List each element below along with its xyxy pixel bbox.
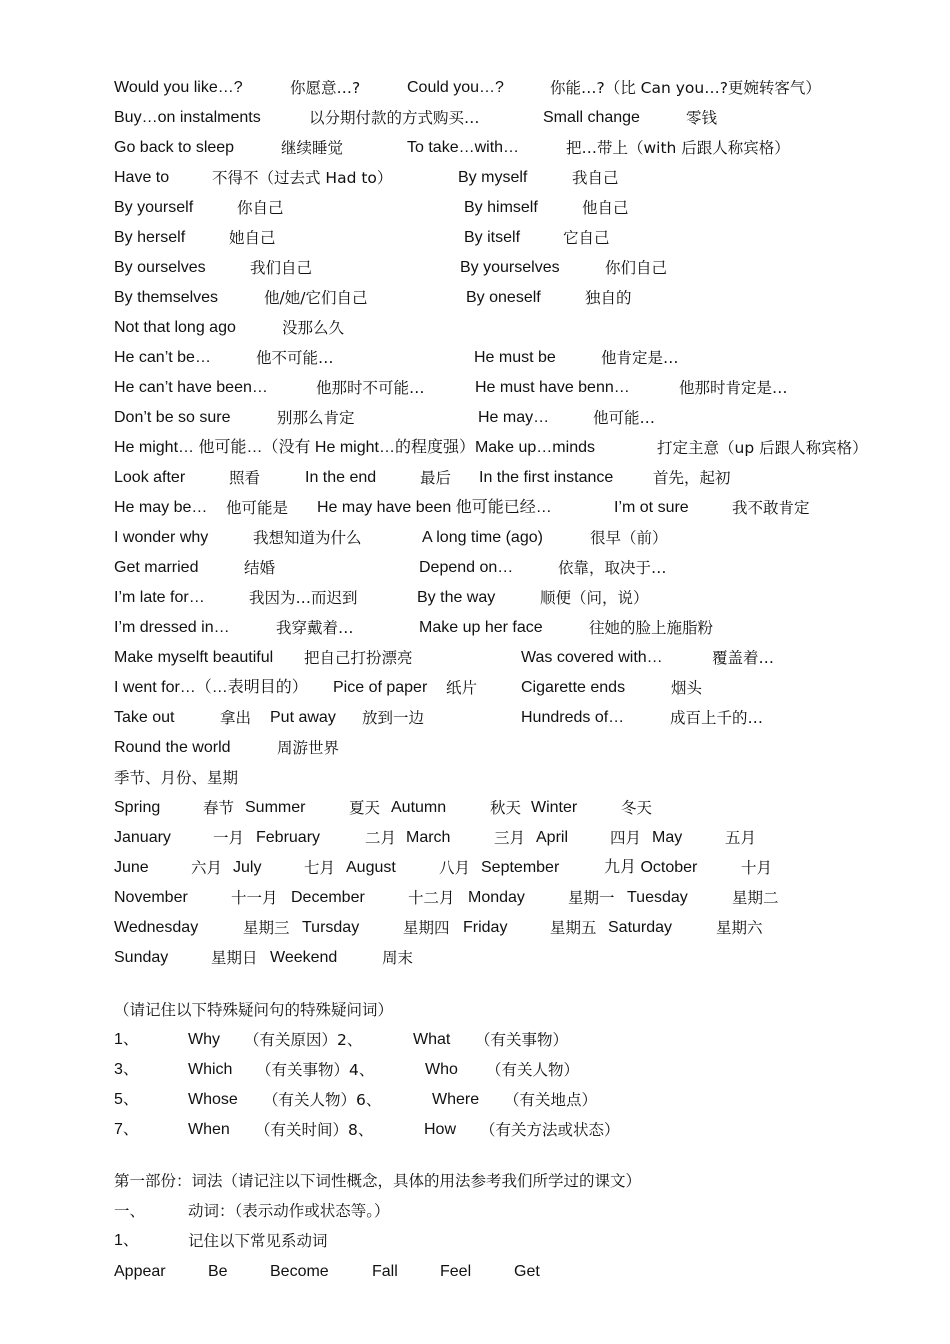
text-line: [0, 703, 950, 733]
chinese-text: 秋天: [490, 799, 522, 817]
english-text: I’m dressed in…: [114, 619, 230, 636]
english-text: Get married: [114, 559, 199, 576]
chinese-text: 他那时不可能…: [316, 379, 425, 397]
chinese-text: 我穿戴着…: [276, 619, 354, 637]
english-text: Depend on…: [419, 559, 514, 576]
chinese-text: 星期二: [732, 889, 779, 907]
chinese-text: 打定主意（up 后跟人称宾格）: [657, 439, 868, 457]
english-text: He may have been 他可能已经…: [317, 499, 552, 516]
chinese-text: （有关事物）: [475, 1031, 569, 1049]
english-text: In the end: [305, 469, 377, 486]
english-text: Where: [432, 1091, 480, 1108]
chinese-text: （有关地点）: [504, 1091, 598, 1109]
text-line: [0, 763, 950, 793]
chinese-text: （有关人物）6、: [263, 1091, 382, 1109]
english-text: Go back to sleep: [114, 139, 235, 156]
english-text: December: [291, 889, 365, 906]
english-text: Why: [188, 1031, 220, 1048]
english-text: 1、: [114, 1232, 139, 1249]
chinese-text: 星期三: [243, 919, 290, 937]
chinese-text: 覆盖着…: [712, 649, 775, 667]
english-text: 1、: [114, 1031, 139, 1048]
text-line: [0, 913, 950, 943]
text-line: [0, 133, 950, 163]
text-line: [0, 1115, 950, 1145]
chinese-text: 一月: [213, 829, 245, 847]
english-text: Look after: [114, 469, 186, 486]
chinese-text: 别那么肯定: [277, 409, 355, 427]
english-text: Wednesday: [114, 919, 199, 936]
english-text: Which: [188, 1061, 233, 1078]
chinese-text: 没那么久: [282, 319, 345, 337]
chinese-text: （请记住以下特殊疑问句的特殊疑问词）: [114, 1001, 394, 1019]
text-line: [0, 823, 950, 853]
chinese-text: 依靠，取决于…: [558, 559, 667, 577]
chinese-text: （有关事物）4、: [256, 1061, 375, 1079]
chinese-text: 把…带上（with 后跟人称宾格）: [566, 139, 790, 157]
chinese-text: （有关时间）8、: [255, 1121, 374, 1139]
text-line: [0, 1085, 950, 1115]
english-text: By themselves: [114, 289, 219, 306]
english-text: Become: [270, 1263, 329, 1280]
english-text: Don’t be so sure: [114, 409, 231, 426]
text-line: [0, 313, 950, 343]
text-line: [0, 253, 950, 283]
english-text: Autumn: [391, 799, 447, 816]
english-text: 3、: [114, 1061, 139, 1078]
chinese-text: 一、: [114, 1202, 146, 1220]
text-line: [0, 1257, 950, 1287]
chinese-text: 动词：（表示动作或状态等。）: [188, 1202, 390, 1220]
chinese-text: 他/她/它们自己: [264, 289, 368, 307]
chinese-text: 周末: [382, 949, 414, 967]
chinese-text: 二月: [365, 829, 397, 847]
chinese-text: 他可能…: [593, 409, 656, 427]
english-text: August: [346, 859, 396, 876]
text-line: [0, 583, 950, 613]
english-text: I’m late for…: [114, 589, 205, 606]
chinese-text: 十二月: [408, 889, 455, 907]
text-line: [0, 403, 950, 433]
english-text: Fall: [372, 1263, 398, 1280]
text-line: [0, 493, 950, 523]
chinese-text: 首先，起初: [653, 469, 731, 487]
text-line: [0, 1166, 950, 1196]
english-text: Friday: [463, 919, 508, 936]
english-text: By yourselves: [460, 259, 560, 276]
chinese-text: 星期六: [716, 919, 763, 937]
chinese-text: 很早（前）: [590, 529, 668, 547]
text-line: [0, 73, 950, 103]
chinese-text: 冬天: [621, 799, 653, 817]
chinese-text: 星期一: [568, 889, 615, 907]
english-text: He must have benn…: [475, 379, 630, 396]
chinese-text: 夏天: [349, 799, 381, 817]
chinese-text: 往她的脸上施脂粉: [589, 619, 714, 637]
chinese-text: 他不可能…: [256, 349, 334, 367]
chinese-text: 他肯定是…: [601, 349, 679, 367]
text-line: [0, 433, 950, 463]
english-text: Pice of paper: [333, 679, 428, 696]
chinese-text: 我不敢肯定: [732, 499, 810, 517]
text-line: [0, 995, 950, 1025]
chinese-text: 成百上千的…: [670, 709, 764, 727]
english-text: Take out: [114, 709, 175, 726]
text-line: [0, 853, 950, 883]
chinese-text: 他可能是: [226, 499, 289, 517]
chinese-text: 顺便（问，说）: [540, 589, 649, 607]
chinese-text: 结婚: [244, 559, 276, 577]
english-text: Monday: [468, 889, 525, 906]
chinese-text: （有关方法或状态）: [480, 1121, 620, 1139]
chinese-text: 星期四: [403, 919, 450, 937]
chinese-text: 你自己: [237, 199, 284, 217]
english-text: By herself: [114, 229, 186, 246]
text-line: [0, 1025, 950, 1055]
english-text: November: [114, 889, 188, 906]
text-line: [0, 1055, 950, 1085]
chinese-text: 纸片: [446, 679, 478, 697]
english-text: By itself: [464, 229, 521, 246]
english-text: Tursday: [302, 919, 360, 936]
english-text: Cigarette ends: [521, 679, 626, 696]
chinese-text: 周游世界: [277, 739, 340, 757]
chinese-text: 最后: [420, 469, 452, 487]
english-text: Make myselft beautiful: [114, 649, 274, 666]
chinese-text: 把自己打扮漂亮: [304, 649, 413, 667]
text-line: [0, 223, 950, 253]
english-text: Spring: [114, 799, 161, 816]
english-text: March: [406, 829, 451, 846]
chinese-text: 四月: [610, 829, 642, 847]
english-text: Saturday: [608, 919, 673, 936]
english-text: Would you like…?: [114, 79, 243, 96]
chinese-text: 不得不（过去式 Had to）: [212, 169, 393, 187]
english-text: By himself: [464, 199, 538, 216]
chinese-text: 零钱: [686, 109, 718, 127]
text-line: [0, 793, 950, 823]
english-text: Buy…on instalments: [114, 109, 261, 126]
english-text: I’m ot sure: [614, 499, 689, 516]
chinese-text: 我们自己: [250, 259, 313, 277]
chinese-text: 他自己: [582, 199, 629, 217]
english-text: He might… 他可能…（没有 He might…的程度强）Make up…minds: [114, 439, 595, 456]
chinese-text: 她自己: [229, 229, 276, 247]
english-text: By the way: [417, 589, 496, 606]
english-text: September: [481, 859, 560, 876]
chinese-text: 继续睡觉: [281, 139, 344, 157]
text-line: [0, 163, 950, 193]
text-line: [0, 463, 950, 493]
text-line: [0, 1196, 950, 1226]
english-text: January: [114, 829, 171, 846]
text-line: [0, 733, 950, 763]
english-text: June: [114, 859, 149, 876]
english-text: I wonder why: [114, 529, 209, 546]
english-text: Tuesday: [627, 889, 688, 906]
english-text: When: [188, 1121, 230, 1138]
english-text: He may…: [478, 409, 550, 426]
english-text: He can’t have been…: [114, 379, 268, 396]
english-text: What: [413, 1031, 451, 1048]
english-text: He can’t be…: [114, 349, 211, 366]
chinese-text: 你能…?（比 Can you…?更婉转客气）: [550, 79, 821, 97]
chinese-text: 十月: [741, 859, 773, 877]
english-text: Summer: [245, 799, 306, 816]
english-text: By yourself: [114, 199, 194, 216]
english-text: Make up her face: [419, 619, 543, 636]
english-text: 九月 October: [604, 859, 698, 876]
chinese-text: 第一部份：词法（请记注以下词性概念，具体的用法参考我们所学过的课文）: [114, 1172, 642, 1190]
english-text: By myself: [458, 169, 528, 186]
text-line: [0, 673, 950, 703]
english-text: Small change: [543, 109, 640, 126]
chinese-text: 以分期付款的方式购买…: [309, 109, 480, 127]
chinese-text: 我自己: [572, 169, 619, 187]
text-line: [0, 1226, 950, 1256]
text-line: [0, 103, 950, 133]
english-text: To take…with…: [407, 139, 520, 156]
chinese-text: 星期五: [550, 919, 597, 937]
english-text: Could you…?: [407, 79, 504, 96]
english-text: Winter: [531, 799, 578, 816]
english-text: Weekend: [270, 949, 338, 966]
chinese-text: 八月: [439, 859, 471, 877]
english-text: May: [652, 829, 683, 846]
chinese-text: 他那时肯定是…: [679, 379, 788, 397]
english-text: 5、: [114, 1091, 139, 1108]
english-text: Be: [208, 1263, 228, 1280]
english-text: By oneself: [466, 289, 541, 306]
text-line: [0, 283, 950, 313]
chinese-text: 我想知道为什么: [253, 529, 362, 547]
english-text: How: [424, 1121, 457, 1138]
english-text: Whose: [188, 1091, 238, 1108]
text-line: [0, 643, 950, 673]
english-text: By ourselves: [114, 259, 206, 276]
text-line: [0, 343, 950, 373]
english-text: July: [233, 859, 262, 876]
english-text: Have to: [114, 169, 170, 186]
english-text: Who: [425, 1061, 458, 1078]
chinese-text: 放到一边: [362, 709, 425, 727]
chinese-text: 十一月: [231, 889, 278, 907]
english-text: Not that long ago: [114, 319, 236, 336]
english-text: 7、: [114, 1121, 139, 1138]
english-text: Round the world: [114, 739, 231, 756]
chinese-text: 它自己: [563, 229, 610, 247]
english-text: He may be…: [114, 499, 208, 516]
english-text: Put away: [270, 709, 336, 726]
chinese-text: 烟头: [671, 679, 703, 697]
chinese-text: 季节、月份、星期: [114, 769, 239, 787]
text-line: [0, 943, 950, 973]
english-text: I went for…（…表明目的）: [114, 679, 308, 696]
chinese-text: （有关原因）2、: [244, 1031, 363, 1049]
english-text: Sunday: [114, 949, 169, 966]
chinese-text: 五月: [725, 829, 757, 847]
text-line: [0, 553, 950, 583]
chinese-text: 照看: [229, 469, 261, 487]
english-text: In the first instance: [479, 469, 614, 486]
english-text: Feel: [440, 1263, 472, 1280]
text-line: [0, 523, 950, 553]
english-text: Was covered with…: [521, 649, 663, 666]
chinese-text: 七月: [304, 859, 336, 877]
text-line: [0, 373, 950, 403]
chinese-text: 拿出: [220, 709, 252, 727]
chinese-text: 六月: [191, 859, 223, 877]
english-text: A long time (ago): [422, 529, 543, 546]
chinese-text: 记住以下常见系动词: [188, 1232, 328, 1250]
english-text: Hundreds of…: [521, 709, 625, 726]
chinese-text: 星期日: [211, 949, 258, 967]
chinese-text: 你愿意…?: [290, 79, 361, 97]
english-text: Get: [514, 1263, 540, 1280]
english-text: Appear: [114, 1263, 166, 1280]
chinese-text: 三月: [494, 829, 526, 847]
chinese-text: 独自的: [585, 289, 632, 307]
text-line: [0, 883, 950, 913]
chinese-text: 我因为…而迟到: [249, 589, 358, 607]
text-line: [0, 613, 950, 643]
chinese-text: 你们自己: [605, 259, 668, 277]
chinese-text: 春节: [203, 799, 235, 817]
english-text: February: [256, 829, 321, 846]
text-line: [0, 193, 950, 223]
english-text: He must be: [474, 349, 556, 366]
chinese-text: （有关人物）: [486, 1061, 580, 1079]
english-text: April: [536, 829, 569, 846]
